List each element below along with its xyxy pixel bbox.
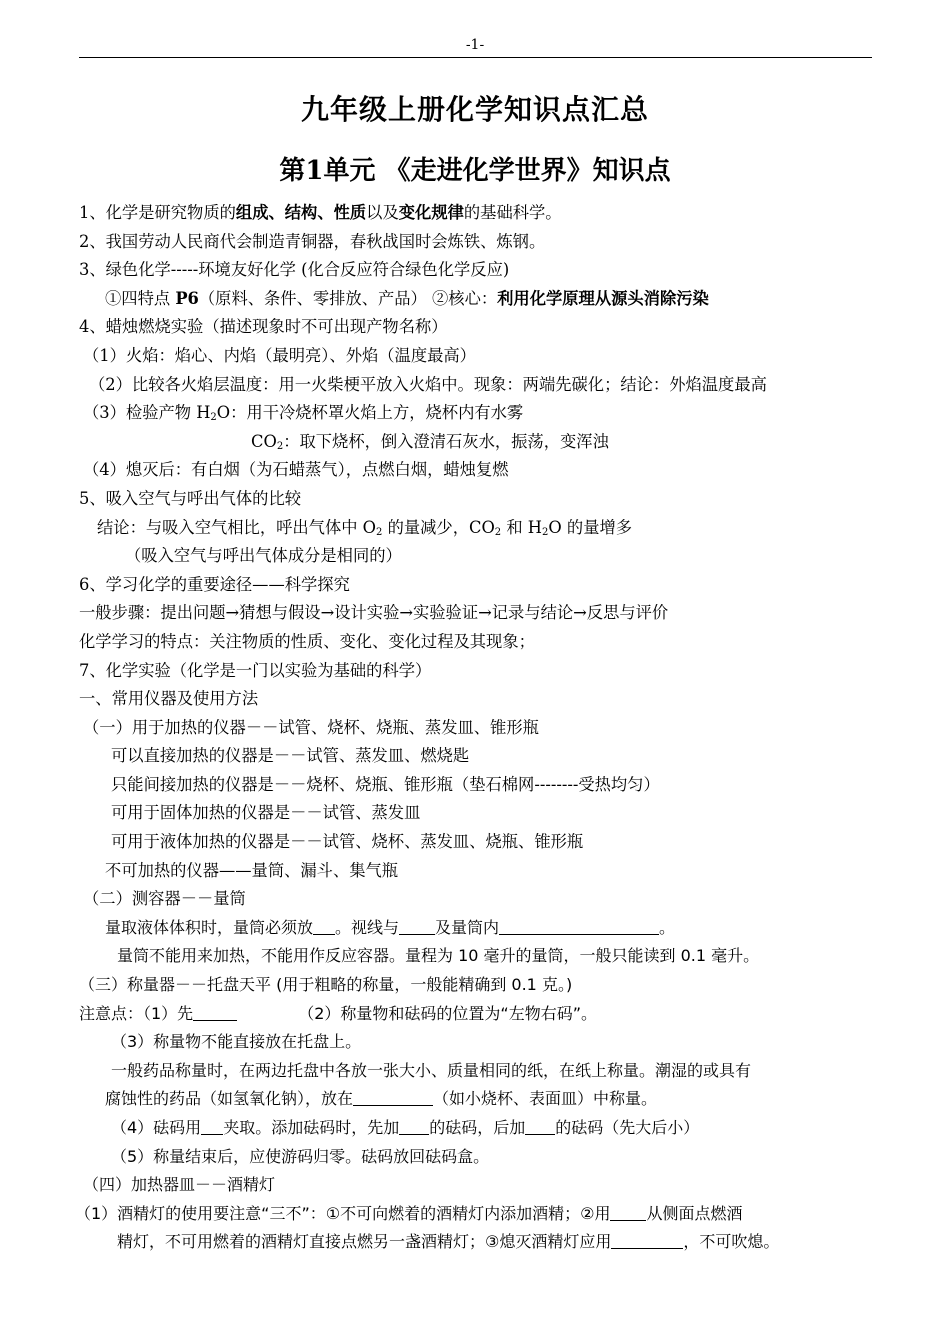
- subscript: 2: [376, 526, 383, 538]
- text-line: 3、绿色化学-----环境友好化学 (化合反应符合绿色化学反应): [79, 260, 510, 280]
- text-line: 可用于液体加热的仪器是－－试管、烧杯、蒸发皿、烧瓶、锥形瓶: [111, 832, 584, 852]
- text-line: [79, 285, 879, 314]
- text-line: 可以直接加热的仪器是－－试管、蒸发皿、燃烧匙: [111, 746, 470, 766]
- text-line: 只能间接加热的仪器是－－烧杯、烧瓶、锥形瓶（垫石棉网--------受热均匀）: [111, 774, 660, 794]
- fill-blank[interactable]: [313, 918, 335, 935]
- unit-subtitle: 第1单元 《走进化学世界》知识点: [279, 156, 671, 186]
- text-line: （4）熄灭后：有白烟（为石蜡蒸气），点燃白烟，蜡烛复燃: [83, 460, 509, 480]
- text: 1、化学是研究物质的: [79, 203, 236, 222]
- text-line: 量筒不能用来加热，不能用作反应容器。量程为 10 毫升的量筒，一般只能读到 0.1 毫升。: [117, 946, 760, 966]
- text: 腐蚀性的药品（如氢氧化钠），放在: [105, 1089, 354, 1109]
- bold-text: 组成、结构、性质: [235, 203, 367, 222]
- text: （2）称量物和砝码的位置为“左物右码”。: [237, 1003, 597, 1023]
- text-line: （3）称量物不能直接放在托盘上。: [111, 1032, 362, 1052]
- text: 夹取。添加砝码时，先加: [223, 1118, 400, 1137]
- text: 注意点：（1）先: [79, 1003, 194, 1023]
- text: ①四特点: [105, 288, 176, 308]
- text: 精灯，不可用燃着的酒精灯直接点燃另一盏酒精灯；③熄灭酒精灯应用: [117, 1232, 612, 1252]
- text: （如小烧杯、表面皿）中称量。: [433, 1089, 658, 1109]
- text-line: 一般药品称量时，在两边托盘中各放一张大小、质量相同的纸，在纸上称量。潮湿的或具有: [111, 1060, 752, 1080]
- text: （原料、条件、零排放、产品） ②核心：: [198, 288, 498, 308]
- text-line: [79, 199, 879, 228]
- text-line: （三）称量器－－托盘天平 (用于粗略的称量，一般能精确到 0.1 克。): [79, 975, 573, 995]
- text-line: 化学学习的特点：关注物质的性质、变化、变化过程及其现象；: [79, 631, 535, 651]
- text: 从侧面点燃酒: [646, 1203, 743, 1223]
- text-line: [79, 1000, 879, 1029]
- fill-blank[interactable]: [525, 1118, 555, 1135]
- text-line: [79, 399, 879, 428]
- text-line: （一）用于加热的仪器－－试管、烧杯、烧瓶、蒸发皿、锥形瓶: [83, 717, 539, 737]
- bold-text: 利用化学原理从源头消除污染: [497, 288, 709, 308]
- text-line: （2）比较各火焰层温度：用一火柴梗平放入火焰中。现象：两端先碳化；结论：外焰温度最高: [89, 374, 767, 394]
- text: （1）酒精灯的使用要注意“三不”：①不可向燃着的酒精灯内添加酒精；②用: [75, 1203, 611, 1223]
- text-line: 4、蜡烛燃烧实验（描述现象时不可出现产物名称）: [79, 317, 448, 337]
- fill-blank[interactable]: [499, 918, 659, 935]
- text: 和 H: [501, 517, 543, 537]
- text: O：用干冷烧杯罩火焰上方，烧杯内有水雾: [216, 403, 524, 423]
- text-line: （1）火焰：焰心、内焰（最明亮）、外焰（温度最高）: [83, 345, 476, 365]
- bold-text: P6: [175, 288, 199, 308]
- fill-blank[interactable]: [353, 1089, 433, 1106]
- text-line: （二）测容器－－量筒: [83, 889, 246, 909]
- subscript: 2: [276, 440, 284, 452]
- fill-blank[interactable]: [399, 1118, 429, 1135]
- text-line: （5）称量结束后，应使游码归零。砝码放回砝码盒。: [111, 1146, 490, 1166]
- text: 。视线与: [335, 917, 400, 937]
- text-line: [79, 514, 879, 543]
- text: ，不可吹熄。: [683, 1232, 780, 1252]
- text-line: 2、我国劳动人民商代会制造青铜器，春秋战国时会炼铁、炼钢。: [79, 231, 546, 251]
- text: ：取下烧杯，倒入澄清石灰水，振荡，变浑浊: [283, 431, 609, 451]
- text-line: [75, 1200, 879, 1229]
- text-line: [79, 428, 879, 457]
- text-line: 6、学习化学的重要途径——科学探究: [79, 574, 350, 594]
- fill-blank[interactable]: [611, 1232, 683, 1249]
- text-line: [79, 1114, 879, 1143]
- bold-text: 变化规律: [398, 203, 464, 222]
- text: 的砝码（先大后小）: [555, 1118, 700, 1137]
- subscript: 2: [210, 412, 217, 424]
- fill-blank[interactable]: [610, 1204, 646, 1221]
- text: 及量筒内: [435, 917, 500, 937]
- text-line: （四）加热器皿－－酒精灯: [83, 1175, 276, 1195]
- text: （3）检验产物 H: [83, 403, 211, 423]
- text: 结论：与吸入空气相比，呼出气体中 O: [97, 517, 377, 537]
- text-line: （吸入空气与呼出气体成分是相同的）: [125, 546, 402, 566]
- text-line: 一、常用仪器及使用方法: [79, 689, 259, 709]
- fill-blank[interactable]: [201, 1118, 223, 1135]
- text-line: 一般步骤：提出问题→猜想与假设→设计实验→实验验证→记录与结论→反思与评价: [79, 603, 669, 623]
- text: 的砝码，后加: [429, 1118, 526, 1137]
- text: 。: [659, 917, 676, 937]
- page-number: -1-: [465, 37, 485, 53]
- text: O 的量增多: [548, 517, 633, 537]
- text-line: [79, 1085, 879, 1114]
- text: 以及: [366, 203, 399, 222]
- text-line: 7、化学实验（化学是一门以实验为基础的科学）: [79, 660, 432, 680]
- fill-blank[interactable]: [193, 1004, 237, 1021]
- header-rule: [79, 57, 872, 58]
- subscript: 2: [494, 526, 502, 538]
- text: 的量减少，CO: [382, 517, 495, 537]
- text: （4）砝码用: [111, 1118, 202, 1137]
- text: CO: [251, 431, 277, 451]
- text: 量取液体体积时，量筒必须放: [105, 917, 314, 937]
- document-body: [75, 199, 879, 1257]
- subscript: 2: [542, 526, 549, 538]
- fill-blank[interactable]: [399, 918, 435, 935]
- text-line: 可用于固体加热的仪器是－－试管、蒸发皿: [111, 803, 421, 823]
- text-line: 不可加热的仪器——量筒、漏斗、集气瓶: [105, 860, 399, 880]
- text-line: [79, 914, 879, 943]
- text: 的基础科学。: [463, 203, 562, 222]
- document-title: 九年级上册化学知识点汇总: [300, 93, 649, 126]
- text-line: 5、吸入空气与呼出气体的比较: [79, 488, 302, 508]
- text-line: [79, 1228, 879, 1257]
